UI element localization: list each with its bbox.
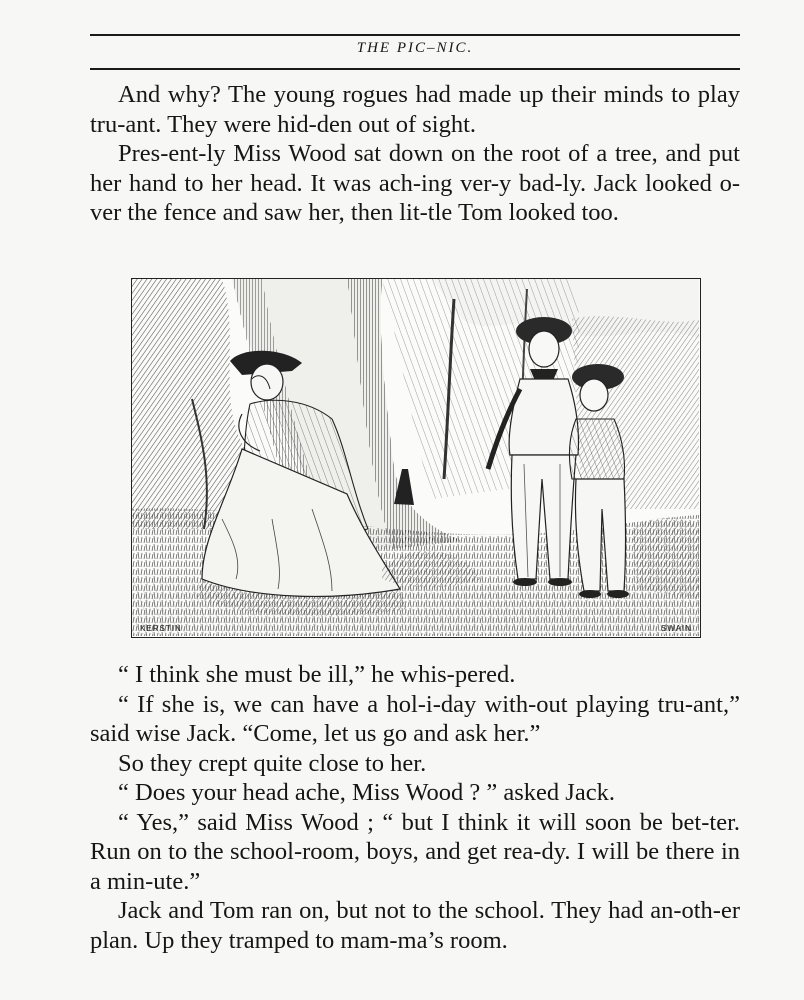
engraver-signature-left: KERSTIN [140, 624, 182, 633]
paragraph: So they crept quite close to her. [118, 749, 427, 777]
paragraph: Pres-ent-ly Miss Wood sat down on the root of a tree, and put her hand to her head. It was ach-ing ver-y bad-ly. Jack looked o-ver the fence and saw her, then lit-tle Tom looked too. [90, 140, 740, 226]
paragraph: “ If she is, we can have a hol-i-day with-out playing tru-ant,” said wise Jack. “Come, let us go and ask her.” [90, 690, 740, 747]
header-rule-bottom [90, 68, 740, 70]
text-block-bottom [90, 660, 740, 955]
paragraph: “ I think she must be ill,” he whis-pered. [118, 661, 516, 688]
text-block-top [90, 80, 740, 228]
paragraph: Jack and Tom ran on, but not to the school. They had an-oth-er plan. Up they tramped to mam-ma’s room. [90, 897, 740, 954]
header-rule-top [90, 34, 740, 36]
paragraph: “ Does your head ache, Miss Wood ? ” asked Jack. [118, 779, 615, 806]
illustration-drawing [132, 279, 699, 636]
engraver-signature-right: SWAIN [661, 624, 692, 633]
running-title: THE PIC–NIC. [356, 40, 474, 56]
engraved-illustration [131, 278, 701, 638]
paragraph: And why? The young rogues had made up their minds to play tru-ant. They were hid-den out of sight. [90, 81, 740, 138]
paragraph: “ Yes,” said Miss Wood ; “ but I think it will soon be bet-ter. Run on to the school-room, boys, and get rea-dy. I will be there in a min-ute.” [90, 808, 740, 895]
